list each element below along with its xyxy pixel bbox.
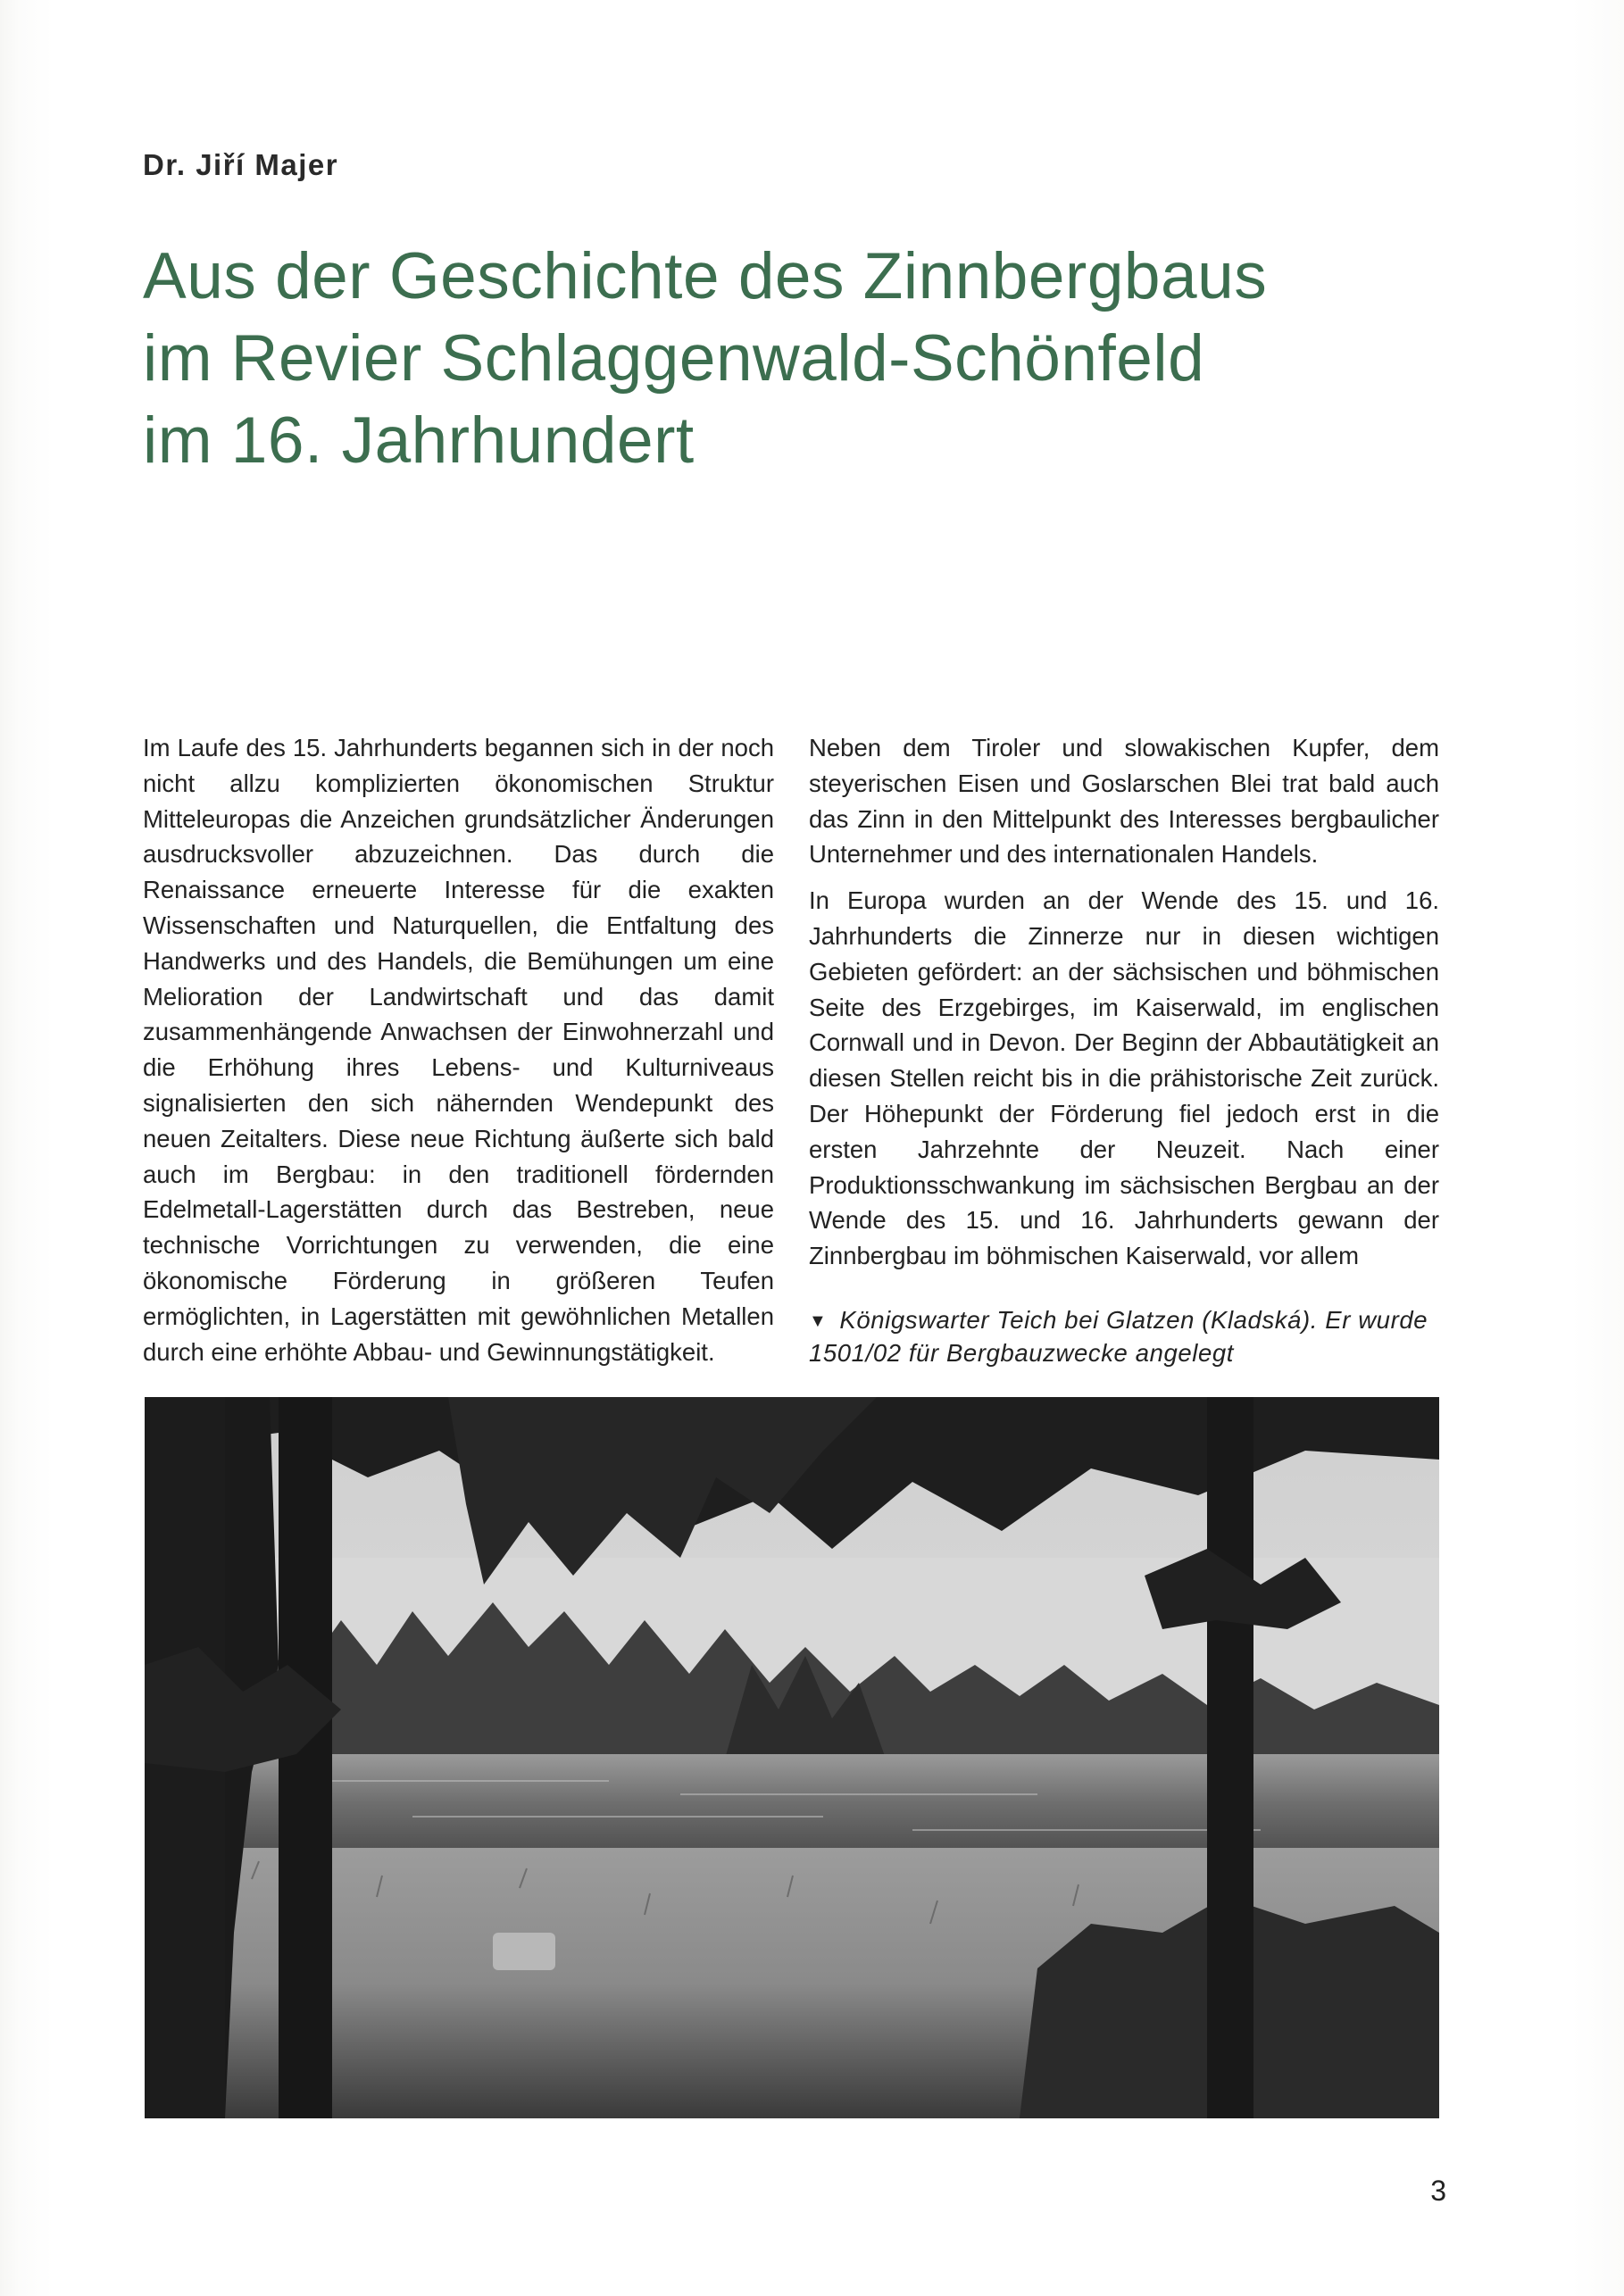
left-text-column [143, 730, 774, 1369]
right-paragraph-2: In Europa wurden an der Wende des 15. und 16. Jahrhunderts die Zinnerze nur in diesen wichtigen Gebieten gefördert: an der sächsischen und böhmischen Seite des Erzgebirges, im Kaiserwald, im englischen Cornwall und in Devon. Der Beginn der Abbautätigkeit an diesen Stellen reicht bis in die prähistorische Zeit zurück. Der Höhepunkt der Förderung fiel jedoch erst in die ersten Jahrzehnte der Neuzeit. Nach einer Produktionsschwankung im sächsischen Bergbau an der Wende des 15. und 16. Jahrhunderts gewann der Zinnbergbau im böhmischen Kaiserwald, vor allem [809, 886, 1439, 1270]
caption-text: Königswarter Teich bei Glatzen (Kladská). Er wurde 1501/02 für Bergbauzwecke angelegt [809, 1306, 1428, 1367]
photo-caption [809, 1304, 1445, 1369]
title-line-2: im Revier Schlaggenwald-Schönfeld [143, 322, 1205, 395]
author-name: Dr. Jiří Majer [143, 148, 339, 181]
right-paragraph-1: Neben dem Tiroler und slowakischen Kupfer, dem steyerischen Eisen und Goslarschen Blei trat bald auch das Zinn in den Mittelpunkt des Interesses bergbaulicher Unternehmer und des internationalen Handels. [809, 734, 1439, 869]
caption-marker-icon: ▼ [809, 1311, 828, 1331]
lake-photo-illustration [145, 1397, 1439, 2118]
title-line-1: Aus der Geschichte des Zinnbergbaus [143, 240, 1268, 312]
page-number: 3 [1430, 2175, 1446, 2207]
article-title [143, 236, 1428, 482]
right-text-column [809, 730, 1439, 1274]
lake-photo [145, 1397, 1439, 2118]
title-line-3: im 16. Jahrhundert [143, 404, 695, 477]
left-paragraph: Im Laufe des 15. Jahrhunderts begannen sich in der noch nicht allzu komplizierten ökonomischen Struktur Mitteleuropas die Anzeichen grundsätzlicher Änderungen ausdrucksvoller abzuzeichnen. Das durch die Renaissance erneuerte Interesse für die exakten Wissenschaften und Naturquellen, die Entfaltung des Handwerks und des Handels, die Bemühungen um eine Melioration der Landwirtschaft und das damit zusammenhängende Anwachsen der Einwohnerzahl und die Erhöhung ihres Lebens- und Kulturniveaus signalisierten den sich nähernden Wendepunkt des neuen Zeitalters. Diese neue Richtung äußerte sich bald auch im Bergbau: in den traditionell fördernden Edelmetall-Lagerstätten durch das Bestreben, neue technische Vorrichtungen zu verwenden, die eine ökonomische Förderung in größeren Teufen ermöglichten, in Lagerstätten mit gewöhnlichen Metallen durch eine erhöhte Abbau- und Gewinnungstätigkeit. [143, 734, 774, 1366]
